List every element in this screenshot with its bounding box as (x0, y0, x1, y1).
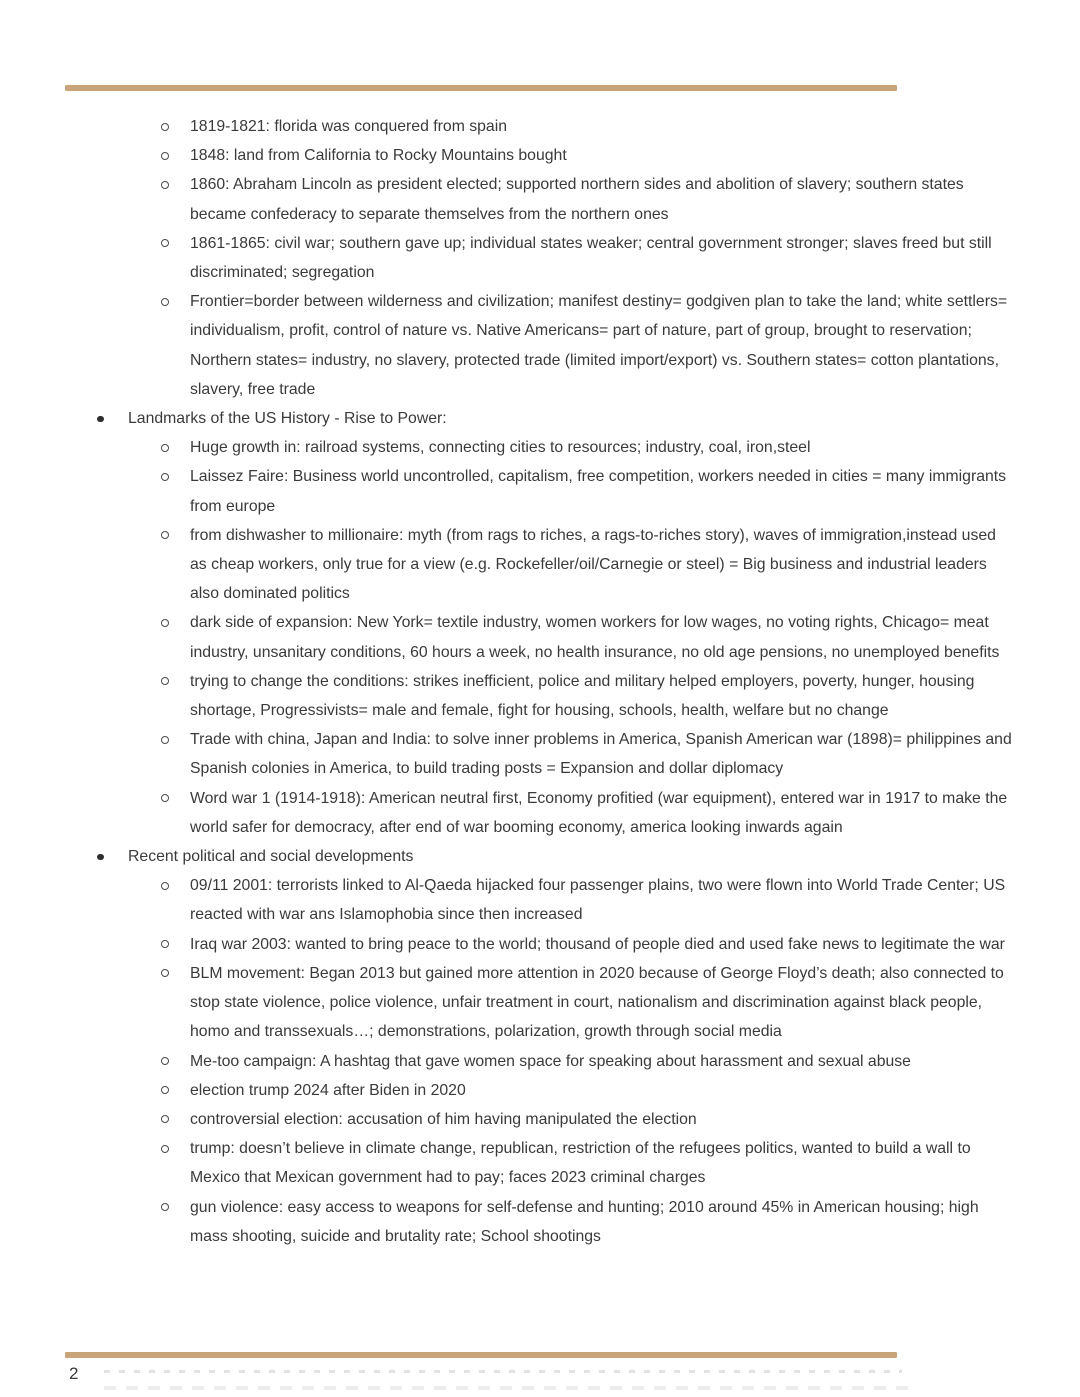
bullet-item (190, 112, 1014, 141)
bullet-item-text: Trade with china, Japan and India: to solve inner problems in America, Spanish American war (1898)= philippines and Spanish colonies in America, to build trading posts = Expansion and dollar diplomacy (190, 731, 1012, 778)
header-rule (65, 85, 897, 91)
bullet-item-text: 09/11 2001: terrorists linked to Al-Qaeda hijacked four passenger plains, two were flown into World Trade Center; US reacted with war ans Islamophobia since then increased (190, 877, 1006, 924)
bullet-item-text: dark side of expansion: New York= textile industry, women workers for low wages, no voting rights, Chicago= meat industry, unsanitary conditions, 60 hours a week, no health insurance, no old age pensions, no unemployed benefits (190, 614, 1000, 661)
bullet-item-text: Word war 1 (1914-1918): American neutral first, Economy profitied (war equipment), entered war in 1917 to make the world safer for democracy, after end of war booming economy, america looking inwards again (190, 789, 1008, 836)
bullet-item-text: trump: doesn’t believe in climate change, republican, restriction of the refugees politics, wanted to build a wall to Mexico that Mexican government had to pay; faces 2023 criminal charges (190, 1140, 971, 1187)
circle-bullet-icon (161, 882, 169, 890)
bullet-item (190, 871, 1014, 929)
circle-bullet-icon (161, 531, 169, 539)
bullet-item (190, 433, 1014, 462)
bullet-item (190, 287, 1014, 404)
circle-bullet-icon (161, 152, 169, 160)
circle-bullet-icon (161, 444, 169, 452)
bullet-item-text: trying to change the conditions: strikes inefficient, police and military helped employers, poverty, hunger, housing shortage, Progressivists= male and female, fight for housing, schools, health, welfare but no change (190, 672, 975, 720)
bullet-item-text: Laissez Faire: Business world uncontrolled, capitalism, free competition, workers needed in cities = many immigrants from europe (190, 468, 1007, 515)
circle-bullet-icon (161, 181, 169, 189)
sub-bullet-list (0, 433, 1080, 842)
circle-bullet-icon (161, 1115, 169, 1123)
bullet-item (190, 784, 1014, 842)
bullet-item (190, 1047, 1014, 1076)
bullet-heading-text: Landmarks of the US History - Rise to Power: (128, 410, 447, 428)
circle-bullet-icon (161, 239, 169, 247)
bullet-item (190, 1134, 1014, 1192)
circle-bullet-icon (161, 1203, 169, 1211)
page-number: 2 (69, 1364, 79, 1383)
bullet-item-text: Frontier=border between wilderness and civilization; manifest destiny= godgiven plan to take the land; white settlers= individualism, profit, control of nature vs. Native Americans= part of nature, part of group, brought to reservation; Northern states= industry, no slavery, protected trade (limited import/export) vs. Southern states= cotton plantations, slavery, free trade (190, 293, 1008, 398)
sub-bullet-list (0, 871, 1080, 1251)
circle-bullet-icon (161, 473, 169, 481)
bullet-item-text: from dishwasher to millionaire: myth (from rags to riches, a rags-to-riches story), waves of immigration,instead used as cheap workers, only true for a view (e.g. Rockefeller/oil/Carnegie or steel) = Big business and industrial leaders also dominated politics (190, 526, 996, 603)
circle-bullet-icon (161, 736, 169, 744)
bullet-item (190, 959, 1014, 1047)
notes-content (0, 112, 1080, 1251)
bullet-heading (128, 404, 1014, 433)
bullet-item-text: 1819-1821: florida was conquered from spain (190, 118, 508, 135)
circle-bullet-icon (161, 298, 169, 306)
bullet-item (190, 1105, 1014, 1134)
bullet-item (190, 170, 1014, 228)
bullet-item-text: election trump 2024 after Biden in 2020 (190, 1081, 466, 1099)
disc-bullet-icon (97, 416, 104, 423)
bullet-item-text: Iraq war 2003: wanted to bring peace to the world; thousand of people died and used fake news to legitimate the war (190, 935, 1005, 953)
bullet-item-text: BLM movement: Began 2013 but gained more attention in 2020 because of George Floyd’s death; also connected to stop state violence, police violence, unfair treatment in court, nationalism and discrimination against black people, homo and transsexuals…; demonstrations, polarization, growth through social media (190, 964, 1004, 1041)
bullet-item (190, 608, 1014, 666)
bullet-item-text: Huge growth in: railroad systems, connecting cities to resources; industry, coal, iron,steel (190, 439, 811, 457)
bullet-item (190, 930, 1014, 959)
bullet-item-text: gun violence: easy access to weapons for self-defense and hunting; 2010 around 45% in American housing; high mass shooting, suicide and brutality rate; School shootings (190, 1198, 979, 1245)
bullet-item-text: 1860: Abraham Lincoln as president elected; supported northern sides and abolition of slavery; southern states became confederacy to separate themselves from the northern ones (190, 176, 964, 223)
bullet-heading-text: Recent political and social developments (128, 848, 414, 866)
circle-bullet-icon (161, 123, 169, 131)
circle-bullet-icon (161, 677, 169, 685)
circle-bullet-icon (161, 619, 169, 627)
circle-bullet-icon (161, 969, 169, 977)
bullet-item (190, 141, 1014, 170)
disc-bullet-icon (97, 854, 104, 861)
bullet-item (190, 725, 1014, 783)
circle-bullet-icon (161, 940, 169, 948)
page-edge-artifact (104, 1386, 908, 1390)
circle-bullet-icon (161, 1086, 169, 1094)
circle-bullet-icon (161, 1057, 169, 1065)
bullet-item-text: controversial election: accusation of him having manipulated the election (190, 1110, 697, 1128)
bullet-heading (128, 842, 1014, 871)
bullet-item-text: Me-too campaign: A hashtag that gave women space for speaking about harassment and sexual abuse (190, 1052, 911, 1070)
sub-bullet-list (0, 112, 1080, 404)
bullet-item (190, 1193, 1014, 1251)
bullet-item-text: 1861-1865: civil war; southern gave up; individual states weaker; central government stronger; slaves freed but still discriminated; segregation (190, 234, 992, 282)
bullet-item (190, 521, 1014, 609)
circle-bullet-icon (161, 1145, 169, 1153)
footer-rule (65, 1352, 897, 1358)
bullet-item (190, 1076, 1014, 1105)
circle-bullet-icon (161, 794, 169, 802)
bullet-item-text: 1848: land from California to Rocky Mountains bought (190, 147, 567, 165)
page-edge-artifact (104, 1370, 902, 1373)
bullet-item (190, 229, 1014, 287)
bullet-item (190, 462, 1014, 520)
bullet-item (190, 667, 1014, 725)
